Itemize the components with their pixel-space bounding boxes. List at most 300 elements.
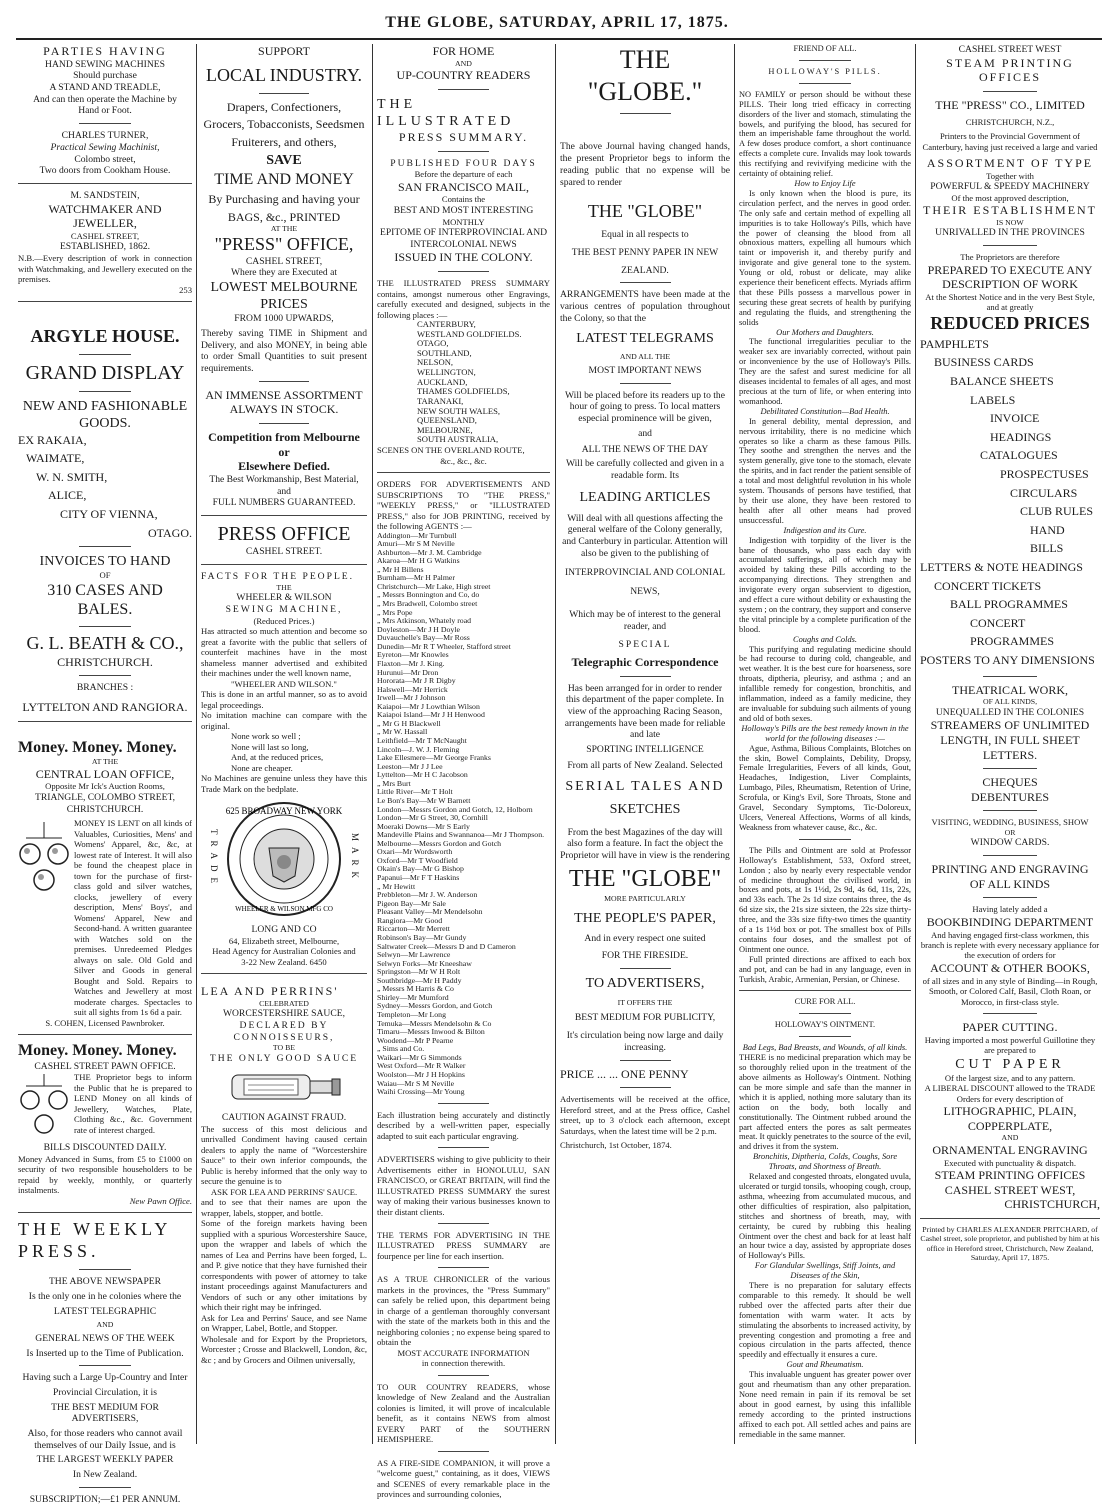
agent-item: Christchurch—Mr Lake, High street: [377, 581, 491, 591]
agent-item: Flaxton—Mr J. King.: [377, 658, 445, 668]
proprietors: The Proprietors are therefore: [960, 252, 1060, 263]
cure-for-all: CURE FOR ALL.: [794, 997, 856, 1007]
streamers: STREAMERS OF UNLIMITED: [930, 718, 1090, 733]
contains: Contains the: [441, 194, 486, 205]
leading-articles: LEADING ARTICLES: [579, 489, 711, 505]
largest: Of the largest size, and to any pattern.: [944, 1072, 1076, 1083]
circulation: It's circulation being now large and daily increasing.: [566, 1030, 724, 1054]
agent-item: Burnham—Mr H Palmer: [377, 573, 455, 583]
copperplate: COPPERPLATE,: [967, 1118, 1053, 1133]
mark-label: MARK: [349, 833, 360, 885]
pills-para: NO FAMILY or person should be without these PILLS. Their long tried efficacy in correcting disorders of the liver and stomach, stimulating the bowels, and purifying the blood, has secured for them an imperishable fame throughout the world. A few doses produce comfort, a short continuance effects a complete cure. Invalids may look towards this rectifying and revivifying medicine with the certainty of obtaining relief.: [739, 89, 911, 179]
agent-item: Eyreton—Mr Knowles: [377, 650, 449, 660]
sketches: SKETCHES: [609, 801, 681, 817]
steam-printing: STEAM PRINTING OFFICES: [946, 55, 1074, 85]
cashel-street: CASHEL STREET,: [245, 255, 323, 267]
ointment-para: This invaluable unguent has greater power over gout and rheumatism than any other preparation. None need remain in pain if its removal be set about in good earnest, by using this infallible remedy according to the printed instructions affixed to each pot. All settled aches and pains are remediable in the same manner.: [739, 1370, 911, 1439]
deal: Will deal with all questions affecting the general welfare of the Colony generally, and Canterbury in particular. Attention will also be given to the publishing of: [562, 512, 728, 559]
agent-item: Papanui—Mr F T Haskins: [377, 873, 460, 882]
agent-item: Doyleston—Mr J H Doyle: [377, 624, 460, 634]
and: and: [638, 427, 652, 439]
argyle-city: CHRISTCHURCH.: [57, 654, 153, 669]
agent-item: Kaiapoi Island—Mr J H Henwood: [377, 710, 485, 720]
agent-item: Little River—Mr T Holt: [377, 787, 453, 797]
published: PUBLISHED FOUR DAYS: [390, 157, 537, 169]
ointment-para: THERE is no medicinal preparation which may be so thoroughly relied upon in the treatment of the above ailments as Holloway's Ointment. Nothing can be more simple and safe than the manner in which it is applied, nothing more salutary than its action on the body, both locally and constitutionally. The Ointment rubbed around the part affected enters the pores as salt permeates meat. It quickly penetrates to the source of the evil, and drives it from the system.: [739, 1053, 911, 1152]
agent-item: Robinson's Bay—Mr Gundy: [377, 932, 467, 942]
all-kinds: OF ALL KINDS,: [982, 697, 1038, 707]
agent-item: „ Mr W. Hassall: [377, 727, 428, 737]
weekly-line: THE ABOVE NEWSPAPER: [48, 1276, 162, 1288]
column-divider: [555, 44, 556, 1444]
up-country: UP-COUNTRY READERS: [396, 68, 531, 83]
argyle-firm: G. L. BEATH & CO.,: [26, 632, 184, 653]
agent-item: Melbourne—Messrs Gordon and Gotch: [377, 838, 502, 848]
place-item: AUCKLAND,: [417, 376, 468, 387]
agent-item: Hororata—Mr J R Digby: [377, 676, 456, 686]
is-now: IS NOW: [996, 217, 1024, 227]
ask: ASK FOR LEA AND PERRINS' SAUCE.: [210, 1186, 358, 1197]
press-summary: PRESS SUMMARY.: [398, 129, 529, 144]
agent-item: Springston—Mr W H Rolt: [377, 967, 461, 977]
competition: Elsewhere Defied.: [238, 459, 330, 474]
argyle-ship: W. N. SMITH,: [36, 469, 108, 484]
agent: 3-22 New Zealand. 6450: [241, 956, 327, 967]
theatrical: THEATRICAL WORK,: [952, 682, 1068, 697]
agent-item: Okain's Bay—Mr G Bishop: [377, 864, 464, 874]
offers: IT OFFERS THE: [617, 998, 673, 1008]
agent-item: „ Mr H Billens: [377, 564, 424, 574]
description: DESCRIPTION OF WORK: [942, 277, 1078, 292]
ask-for: Ask for Lea and Perrins' Sauce, and see Name on Wrapper, Label, Bottle, and Stopper.: [201, 1312, 367, 1334]
ointment-heading: For Glandular Swellings, Stiff Joints, and Diseases of the Skin,: [754, 1261, 896, 1281]
agent-item: „ Mrs Burt: [377, 778, 411, 788]
argyle-display: GRAND DISPLAY: [25, 361, 185, 384]
sewing-title: PARTIES HAVING: [43, 44, 167, 58]
weekly-line: Also, for those readers who cannot avail themselves of our Daily Issue, and is: [27, 1428, 183, 1451]
print-item: CIRCULARS: [1010, 485, 1078, 500]
agent-item: Kaiapoi—Mr J Lowthian Wilson: [377, 701, 480, 711]
discount: A LIBERAL DISCOUNT allowed to the TRADE: [924, 1083, 1096, 1094]
print-item: POSTERS TO ANY DIMENSIONS: [920, 652, 1095, 667]
imported: Having imported a most powerful Guillotine they are prepared to: [924, 1034, 1096, 1056]
thereby: Thereby saving TIME in Shipment and Delivery, and also MONEY, in being able to order Small Quantities to suit present requirements.: [201, 328, 367, 375]
agent-item: Lincoln—J. W. J. Fleming: [377, 744, 460, 754]
argyle-branches: BRANCHES :: [76, 682, 134, 694]
agent: Head Agency for Australian Colonies and: [212, 946, 356, 957]
cut-paper: CUT PAPER: [955, 1056, 1065, 1072]
weekly-line: Is the only one in he colonies where the: [28, 1290, 182, 1302]
pawn-body: THE Proprietor begs to inform the Public that he is prepared to LEND Money on all kinds of Jewellery, Watches, Plate, Clothing &c., &c. Government rate of interest charged.: [74, 1072, 192, 1135]
sewing-addr: Colombo street,: [74, 153, 136, 165]
masthead-rule: [16, 38, 1102, 40]
argyle-ship: WAIMATE,: [26, 451, 85, 466]
sewing-role: Practical Sewing Machinist,: [50, 141, 160, 153]
facts-body: No imitation machine can compare with the original.: [201, 710, 367, 731]
sewing-line: Hand or Foot.: [78, 105, 132, 117]
executed: Executed with punctuality & dispatch.: [944, 1157, 1076, 1168]
ointment-para: There is no preparation for salutary effects comparable to this remedy. It should be well rubbed over the affected parts after their due fomentation with warm water. It acts by stimulating the absorbents to increased activity, by preventing congestion and promoting a free and copious circulation in the parts affected, thence speedily and effectually it ensures a cure.: [739, 1281, 911, 1360]
pills-heading: How to Enjoy Life: [794, 178, 856, 188]
loan-at: AT THE: [91, 757, 119, 767]
weekly-line: Is Inserted up to the Time of Publication.: [26, 1347, 184, 1359]
peoples-paper: THE PEOPLE'S PAPER,: [574, 910, 716, 926]
imprint: Printed by CHARLES ALEXANDER PRITCHARD, of Cashel street, sole proprietor, and published by him at his office in Hereford street, Christchurch, New Zealand, Saturday, April 17, 1875.: [920, 1224, 1100, 1263]
press-co: THE "PRESS" CO., LIMITED: [935, 97, 1085, 112]
engaged: And having engaged first-class workmen, this branch is replete with every necessary appliance for the execution of orders for: [920, 929, 1100, 961]
argyle-of: OF: [99, 570, 111, 581]
print-item: LETTERS & NOTE HEADINGS: [920, 559, 1083, 574]
column-divider: [196, 44, 197, 1444]
print-item: CATALOGUES: [980, 448, 1058, 463]
epitome: EPITOME OF INTERPROVINCIAL AND: [379, 227, 548, 239]
and-all-the: AND ALL THE: [619, 351, 671, 361]
to-advertisers: TO ADVERTISERS,: [585, 976, 705, 992]
celebrated: CELEBRATED: [259, 998, 309, 1008]
cheques: CHEQUES: [982, 775, 1038, 790]
or: OR: [1004, 827, 1016, 837]
column-divider: [915, 44, 916, 1444]
agent-item: Southbridge—Mr H Paddy: [377, 975, 462, 985]
agent-item: Moeraki Downs—Mr S Early: [377, 821, 470, 831]
news: NEWS,: [630, 586, 660, 598]
globe-name: THE "GLOBE": [587, 201, 703, 222]
trades: Grocers, Tobacconists, Seedsmen: [203, 117, 365, 132]
zealand: ZEALAND.: [621, 264, 669, 276]
orders: ORDERS FOR ADVERTISEMENTS AND SUBSCRIPTIONS TO "THE PRESS," "WEEKLY PRESS," or "ILLUSTRATED PRESS," also for JOB PRINTING, received by the following AGENTS :—: [377, 479, 550, 532]
pawn-title: Money. Money. Money.: [18, 1042, 177, 1059]
weekly-subscription: SUBSCRIPTION;—£1 PER ANNUM.: [29, 1493, 181, 1505]
agent-item: Waihi Crossing—Mr Young: [377, 1087, 465, 1097]
country-readers: TO OUR COUNTRY READERS, whose knowledge of New Zealand and the Australian colonies is limited, it will prove of incalculable benefit, as it contains NEWS from almost EVERY PART of the SOUTHERN HEMISPHERE.: [377, 1381, 550, 1445]
column-divider: [734, 44, 735, 1444]
agent-item: Waikari—Mr G Simmonds: [377, 1052, 462, 1062]
agent-item: Prebbleton—Mr J. W. Anderson: [377, 890, 478, 900]
serial-tales: SERIAL TALES AND: [565, 778, 725, 794]
watchmaker-ad: [18, 190, 192, 295]
which-may: Which may be of interest to the general reader, and: [569, 608, 721, 632]
pawn-office: CASHEL STREET PAWN OFFICE.: [34, 1060, 176, 1072]
weekly-line: Having such a Large Up-Country and Inter: [22, 1372, 188, 1384]
agent-item: Ashburton—Mr J. M. Cambridge: [377, 547, 482, 557]
weekly-line: GENERAL NEWS OF THE WEEK: [35, 1332, 175, 1344]
loan-opp: Opposite Mr Ick's Auction Rooms,: [45, 781, 165, 792]
agent-item: Dunedin—Mr R T Wheeler, Stafford street: [377, 641, 511, 651]
placed: Will be placed before its readers up to the hour of going to press. To local matters especial prominence will be given,: [565, 389, 725, 425]
seal-inner-text: WHEELER & WILSON MFG CO: [235, 905, 333, 913]
printers: Printers to the Provincial Government of Canterbury, having just received a large and varied: [922, 131, 1098, 152]
place-item: MELBOURNE,: [417, 424, 473, 435]
and: and: [277, 485, 291, 497]
christchurch: CHRISTCHURCH, N.Z.,: [965, 116, 1055, 127]
print-item: BUSINESS CARDS: [934, 355, 1034, 370]
agent-item: Leithfield—Mr T McNaught: [377, 736, 467, 745]
every-respect: And in every respect one suited: [584, 932, 706, 944]
watchmaker-title: WATCHMAKER AND JEWELLER,: [48, 201, 162, 231]
agent-item: „ Mrs Bradwell, Colombo street: [377, 599, 478, 608]
argyle-ship: ALICE,: [48, 488, 87, 503]
press-office-big: PRESS OFFICE: [217, 523, 351, 546]
loan-title: Money. Money. Money.: [18, 738, 177, 756]
best-most: BEST AND MOST INTERESTING: [393, 204, 534, 216]
bookbinding: BOOKBINDING DEPARTMENT: [926, 914, 1094, 929]
places-list: [377, 320, 550, 445]
pills-para: Ague, Asthma, Bilious Complaints, Blotches on the skin, Bowel Complaints, Debility, Dropsy, Female Irregularities, Fevers of all kinds, Gout, Headaches, Indigestion, Liver Complaints, Lumbago, Piles, Rheumatism, Retention of Urine, Scrofula, or King's Evil, Sore Throats, Stone and Gravel, Secondary Symptoms, Tic-Doloreux, Ulcers, Venereal Affections, Worms of all kinds, Weakness from whatever cause, &c., &c.: [739, 743, 911, 832]
weekly-title: THE WEEKLY PRESS.: [18, 1219, 171, 1262]
pawn-sign: New Pawn Office.: [129, 1195, 192, 1206]
agent-item: Selwyn Forks—Mr Kneeshaw: [377, 958, 472, 968]
agent-item: Woodend—Mr P Pearne: [377, 1035, 454, 1045]
agent-item: Amuri—Mr S M Neville: [377, 539, 455, 549]
sewing-line: HAND SEWING MACHINES: [45, 58, 165, 70]
argyle-goods: GOODS.: [79, 416, 131, 432]
ointment-heading: Gout and Rheumatism.: [786, 1360, 864, 1370]
place-item: WELLINGTON,: [417, 367, 476, 378]
orders: Orders for every description of: [956, 1093, 1064, 1104]
etc: &c., &c., &c.: [440, 455, 487, 466]
unrivalled: UNRIVALLED IN THE PROVINCES: [935, 227, 1085, 239]
sewing-line: Should purchase: [73, 70, 137, 82]
agent-item: Akaroa—Mr H G Watkins: [377, 556, 460, 566]
pills-para: This purifying and regulating medicine should be had recourse to during cold, changeable, and wet weather. It is the best cure for hoarseness, sore throats, diptheria, pleurisy, and asthma ; and an infallible remedy for congestion, bronchitis, and inflammation, indeed as a family medicine, they are invaluable for subduing such ailments of young and old of both sexes.: [739, 644, 911, 723]
facts-body: No Machines are genuine unless they have this Trade Mark on the bedplate.: [201, 773, 367, 794]
agent-item: Lake Ellesmere—Mr George Franks: [377, 753, 491, 763]
save: SAVE: [266, 153, 302, 169]
best-workmanship: The Best Workmanship, Best Material,: [209, 473, 359, 485]
ointment-heading: Bronchitis, Diptheria, Colds, Coughs, Sore Throats, and Shortness of Breath.: [752, 1152, 898, 1172]
pills-para: Indigestion with torpidity of the liver is the bane of thousands, who pass each day with accumulated sufferings, all of which may be avoided by taking these Pills according to the accompanying directions. They strengthen and invigorate every organ subservient to digestion, and effect a cure without debility or exhausting the system ; on the contrary, they support and conserve the vital principle by a complete purification of the blood.: [739, 535, 911, 634]
agent: 64, Elizabeth street, Melbourne,: [228, 935, 340, 946]
by-purchasing: By Purchasing and having your: [208, 192, 360, 207]
agent-item: Irwell—Mr J Johnson: [377, 693, 446, 703]
agent-item: Riccarton—Mr Merrett: [377, 924, 450, 934]
masthead: THE GLOBE, SATURDAY, APRIL 17, 1875.: [385, 14, 729, 31]
all-sizes: of all sizes and in any style of Binding—in Rough, Smooth, or Colored Calf, Basil, Cloth Roan, or Morocco, in first-class style.: [922, 975, 1098, 1007]
see: and to see that their names are upon the wrapper, labels, stopper, and bottle.: [201, 1197, 367, 1218]
support: SUPPORT: [258, 44, 310, 58]
agent-item: Oxari—Mr Wordsworth: [377, 847, 453, 857]
pills-heading: Our Mothers and Daughters.: [776, 327, 874, 337]
wheeler-wilson: WHEELER & WILSON: [236, 592, 332, 604]
agent-item: Shirley—Mr Mumford: [377, 992, 449, 1002]
press-office: "PRESS" OFFICE,: [214, 233, 354, 254]
agent-item: „ Messrs Bonnington and Co, do: [377, 590, 480, 600]
steam-offices: STEAM PRINTING OFFICES: [934, 1168, 1086, 1183]
ornamental: ORNAMENTAL ENGRAVING: [932, 1142, 1088, 1157]
each: Each illustration being accurately and distinctly described by a well-written paper, especially adapted to suit each particular engraving.: [377, 1109, 550, 1141]
seal-outer-text: 625 BROADWAY NEW YORK: [225, 806, 343, 816]
place-item: CANTERBURY,: [417, 318, 476, 329]
price: PRICE ... ... ONE PENNY: [560, 1066, 689, 1081]
agent-item: Le Bon's Bay—Mr W Barnett: [377, 795, 471, 805]
place-item: TARANAKI,: [417, 395, 464, 406]
pawnbroker-balls-icon: [18, 818, 70, 898]
sauce-bottle-icon: [224, 1065, 344, 1109]
printing-engraving: PRINTING AND ENGRAVING: [931, 862, 1089, 877]
place-item: SOUTH AUSTRALIA,: [417, 434, 499, 445]
watchmaker-street: CASHEL STREET,: [70, 230, 140, 241]
weekly-line: In New Zealand.: [72, 1469, 138, 1481]
print-item: CONCERT PROGRAMMES: [970, 615, 1055, 649]
loan-ad: [18, 738, 192, 1028]
pills-heading: Coughs and Colds.: [793, 634, 857, 644]
lowest-prices: LOWEST MELBOURNE PRICES: [210, 280, 358, 313]
pills-heading: Debilitated Constitution—Bad Health.: [760, 406, 890, 416]
print-item: PROSPECTUSES: [1000, 466, 1089, 481]
caution-body: The success of this most delicious and unrivalled Condiment having caused certain dealers to apply the name of "Worcestershire Sauce" to their own inferior compounds, the Public is hereby informed that the only way to secure the genuine is to: [201, 1124, 367, 1187]
best-medium: BEST MEDIUM FOR PUBLICITY,: [574, 1011, 716, 1023]
pills-heading: Indigestion and its Cure.: [783, 525, 867, 535]
for-fireside: FOR THE FIRESIDE.: [601, 950, 689, 962]
argyle-cases: 310 CASES AND BALES.: [47, 581, 163, 619]
agent-item: Timaru—Messrs Inwood & Bilton: [377, 1027, 485, 1037]
agent-item: Halswell—Mr Herrick: [377, 684, 448, 694]
weekly-line: Provincial Circulation, it is: [53, 1386, 157, 1398]
loan-addr: TRIANGLE, COLOMBO STREET,: [35, 791, 175, 803]
column-divider: [372, 44, 373, 1444]
account-books: ACCOUNT & OTHER BOOKS,: [930, 960, 1090, 975]
verse-line: None will last so long,: [231, 741, 309, 752]
paper-cutting: PAPER CUTTING.: [962, 1020, 1058, 1035]
lithographic: LITHOGRAPHIC, PLAIN,: [943, 1104, 1077, 1119]
column-4: [560, 44, 730, 1444]
christchurch-2: CHRISTCHURCH,: [1004, 1197, 1100, 1212]
debentures: DEBENTURES: [971, 789, 1049, 804]
column-5: [739, 44, 911, 1444]
verse-line: None work so well ;: [231, 731, 301, 742]
agent-item: „ Sims and Co.: [377, 1044, 425, 1054]
only-good-sauce: THE ONLY GOOD SAUCE: [209, 1052, 359, 1064]
sewing-name: CHARLES TURNER,: [61, 130, 149, 142]
pawnbroker-balls-icon: [18, 1072, 70, 1142]
advertisers: ADVERTISERS wishing to give publicity to their Advertisements either in HONOLULU, SAN FRANCISCO, or GREAT BRITAIN, will find the ILLUSTRATED PRESS SUMMARY the surest way of making their various businesses known to their distant clients.: [377, 1154, 550, 1217]
print-item: LABELS: [970, 392, 1016, 407]
latest-telegrams: LATEST TELEGRAMS: [576, 331, 714, 347]
visiting: VISITING, WEDDING, BUSINESS, SHOW: [931, 817, 1089, 828]
sewing-line: A STAND AND TREADLE,: [49, 82, 161, 94]
weekly-line: LATEST TELEGRAPHIC: [53, 1305, 157, 1317]
place-item: QUEENSLAND,: [417, 415, 477, 426]
agent-item: Templeton—Mr Long: [377, 1010, 446, 1019]
weekly-line: THE LARGEST WEEKLY PAPER: [36, 1454, 174, 1466]
powerful: POWERFUL & SPEEDY MACHINERY: [930, 181, 1090, 193]
watchmaker-est: ESTABLISHED, 1862.: [59, 241, 151, 253]
lately: Having lately added a: [972, 904, 1048, 915]
agent-item: Rangiora—Mr Good: [377, 915, 443, 925]
agent-item: Temuka—Messrs Mendelsohn & Co: [377, 1018, 492, 1028]
facts-title: FACTS FOR THE PEOPLE.: [201, 571, 355, 583]
pills-para: The functional irregularities peculiar to the weaker sex are invariably corrected, without pain or inconvenience by the use of Holloway's Pills. They are the safest and surest medicine for all diseases incidental to females of all ages, and most precious at the turn of life, or when entering into womanhood.: [739, 337, 911, 406]
together: Together with: [986, 170, 1034, 181]
place-item: THAMES GOLDFIELDS,: [417, 386, 510, 397]
length: LENGTH, IN FULL SHEET: [940, 732, 1080, 747]
special: SPECIAL: [618, 639, 672, 651]
column-6: [920, 44, 1100, 1444]
prepared: PREPARED TO EXECUTE ANY: [927, 262, 1093, 277]
agent-item: „ Mr Hewitt: [377, 881, 416, 891]
collected: Will be carefully collected and given in a readable form. Its: [565, 458, 725, 481]
from-all: From all parts of New Zealand. Selected: [567, 759, 723, 771]
verse-line: None are cheaper.: [231, 762, 293, 773]
in-stock: ALWAYS IN STOCK.: [229, 402, 339, 417]
agent-item: London—Mr G Street, 30, Cornhill: [377, 813, 488, 823]
argyle-branch-list: LYTTELTON AND RANGIORA.: [22, 700, 188, 715]
their-establishment: THEIR ESTABLISHMENT: [922, 203, 1098, 218]
at-the: AT THE: [270, 224, 298, 234]
agent-item: Sydney—Messrs Gordon, and Gotch: [377, 1001, 493, 1011]
all-news: ALL THE NEWS OF THE DAY: [581, 443, 709, 455]
time-and-money: TIME AND MONEY: [214, 170, 354, 188]
of-the: Of the most approved description,: [951, 192, 1069, 203]
trades: Drapers, Confectioners,: [226, 99, 342, 114]
equal: Equal in all respects to: [601, 229, 689, 241]
agent-item: Hurunui—Mr Dron: [377, 667, 439, 677]
illustrated: THE ILLUSTRATED: [377, 96, 515, 129]
watchmaker-nb: N.B.—Every description of work in connection with Watchmaking, and Jewellery executed on the premises.: [18, 253, 192, 285]
assortment: ASSORTMENT OF TYPE: [926, 156, 1094, 171]
agent-item: Addington—Mr Turnbull: [377, 530, 457, 540]
pills-para: Is only known when the blood is pure, its circulation perfect, and the nerves in good order. The only safe and certain method of expelling all impurities is to take Holloway's Pills, which have the power of cleansing the blood from all obnoxious matters, expelling all humours which taint or impoverish it, and thereby purify and invigorate and give general tone to the system. Young or old, robust or delicate, may alike experience their beneficent effects. Myriads affirm that these Pills possess a marvellous power in securing these great secrets of health by purifying and regulating the fluids, and strengthening the solids: [739, 188, 911, 327]
more-particularly: MORE PARTICULARLY: [604, 894, 686, 904]
for-home: FOR HOME: [432, 44, 495, 58]
print-item: INVOICE HEADINGS: [990, 411, 1052, 444]
globe-intro: The above Journal having changed hands, the present Proprietor begs to inform the reading public that no expense will be spared to render: [560, 141, 730, 188]
reduced: (Reduced Prices.): [253, 615, 315, 626]
weekly-line: AND: [96, 1320, 114, 1330]
local-industry: LOCAL INDUSTRY.: [205, 64, 362, 85]
reduced-prices: REDUCED PRICES: [930, 312, 1090, 333]
globe-title: THE "GLOBE.": [587, 45, 703, 106]
place-item: OTAGO,: [417, 338, 449, 349]
holloways-ointment: HOLLOWAY'S OINTMENT.: [774, 1020, 876, 1030]
trades: Fruiterers, and others,: [231, 134, 337, 149]
pills-heading: Holloway's Pills are the best remedy known in the world for the following diseases :—: [741, 723, 909, 743]
fireside: AS A FIRE-SIDE COMPANION, it will prove a "welcome guest," containing, as it does, VIEWS and SCENES of every remarkable place in the provinces and surrounding colonies,: [377, 1457, 550, 1500]
agent-item: Pigeon Bay—Mr Sale: [377, 898, 446, 908]
place-item: NELSON,: [417, 357, 454, 368]
globe-name-2: THE "GLOBE": [568, 865, 722, 892]
pills-para: Full printed directions are affixed to each box and pot, and can be had in any language, even in Turkish, Arabic, Armenian, Persian, or Chinese.: [739, 954, 911, 984]
bags: BAGS, &c., PRINTED: [227, 209, 341, 224]
where: Where they are Executed at: [231, 267, 337, 279]
accurate: MOST ACCURATE INFORMATION: [397, 1347, 530, 1358]
monthly: MONTHLY: [442, 216, 485, 227]
print-item: PAMPHLETS: [920, 336, 989, 351]
from: FROM 1000 UPWARDS,: [234, 313, 334, 325]
print-item: BALL PROGRAMMES: [950, 597, 1068, 612]
agent-item: Saltwater Creek—Messrs D and D Cameron: [377, 941, 516, 951]
argyle-invoices: INVOICES TO HAND: [39, 554, 171, 570]
and: AND: [455, 58, 472, 68]
agent-item: Leeston—Mr J J Lee: [377, 761, 443, 771]
sewing-machine: SEWING MACHINE,: [225, 604, 343, 616]
print-item: BALANCE SHEETS: [950, 374, 1054, 388]
agent-item: Duvauchelle's Bay—Mr Ross: [377, 633, 470, 643]
ips-body: THE ILLUSTRATED PRESS SUMMARY contains, amongst numerous other Engravings, carefully executed and designed, subjects in the following places :—: [377, 278, 550, 320]
argyle-title: ARGYLE HOUSE.: [30, 326, 180, 347]
argyle-ship: OTAGO.: [147, 525, 192, 540]
pills-para: The Pills and Ointment are sold at Professor Holloway's Establishment, 533, Oxford street, London ; also by nearly every respectable vendor of medicine throughout the civilised world, in boxes and pots, at 1s 1½d, 2s 9d, 4s 6d, 11s, 22s, and 33s each. The 2s 1d size contains three, the 4s 6d size six, the 21s size sixteen, the 22s size thirty-three, and the 33s size fifty-two times the quantity of a 1s 1½d box or pot. The smallest box of Pills contains four doses, and the smallest pot of Ointment one ounce.: [739, 845, 911, 954]
and: AND: [1001, 1133, 1019, 1143]
trade-mark-seal-icon: [225, 800, 343, 918]
trade-label: TRADE: [209, 829, 219, 889]
unequalled: UNEQUALLED IN THE COLONIES: [935, 706, 1085, 718]
verse-line: And, at the reduced prices,: [231, 752, 324, 763]
best-penny: THE BEST PENNY PAPER IN NEW: [571, 246, 719, 258]
full-numbers: FULL NUMBERS GUARANTEED.: [212, 497, 356, 509]
agent-item: Waiau—Mr S M Neville: [377, 1078, 455, 1088]
agent: LONG AND CO: [251, 924, 317, 935]
